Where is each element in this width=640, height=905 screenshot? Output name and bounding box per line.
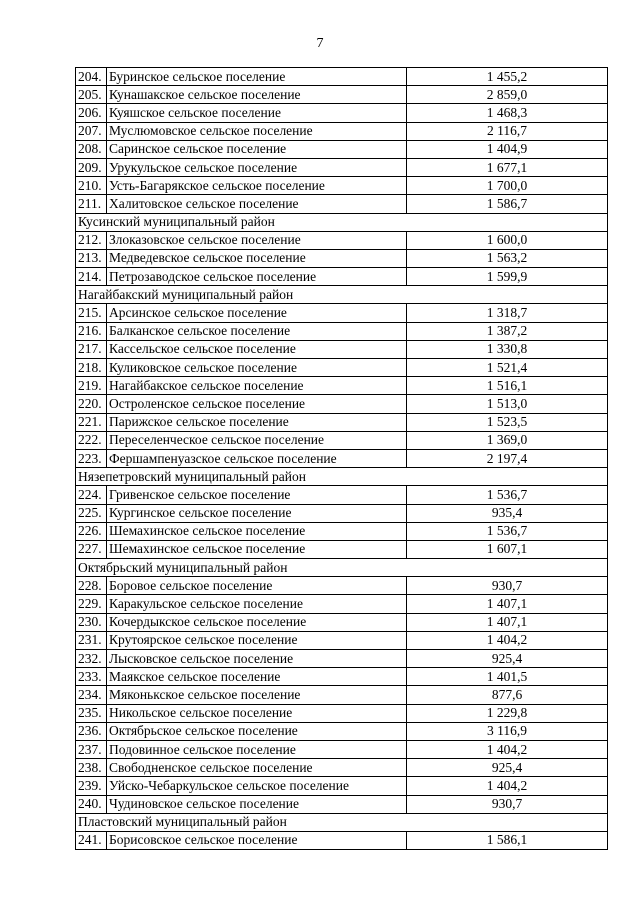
row-number: 214. xyxy=(76,268,107,286)
table-row xyxy=(76,504,608,522)
district-name: Нязепетровский муниципальный район xyxy=(76,468,608,486)
settlement-name: Злоказовское сельское поселение xyxy=(107,231,407,249)
settlement-name: Парижское сельское поселение xyxy=(107,413,407,431)
amount-value: 1 407,1 xyxy=(407,595,608,613)
table-row xyxy=(76,686,608,704)
table-row xyxy=(76,795,608,813)
table-row xyxy=(76,722,608,740)
row-number: 228. xyxy=(76,577,107,595)
table-row xyxy=(76,540,608,558)
amount-value: 1 563,2 xyxy=(407,249,608,267)
settlement-name: Арсинское сельское поселение xyxy=(107,304,407,322)
table-row xyxy=(76,104,608,122)
settlement-name: Урукульское сельское поселение xyxy=(107,158,407,176)
district-name: Пластовский муниципальный район xyxy=(76,813,608,831)
amount-value: 1 536,7 xyxy=(407,486,608,504)
amount-value: 925,4 xyxy=(407,759,608,777)
row-number: 210. xyxy=(76,177,107,195)
table-row xyxy=(76,831,608,849)
amount-value: 1 455,2 xyxy=(407,68,608,86)
amount-value: 1 586,1 xyxy=(407,831,608,849)
row-number: 212. xyxy=(76,231,107,249)
table-row xyxy=(76,322,608,340)
row-number: 204. xyxy=(76,68,107,86)
row-number: 237. xyxy=(76,740,107,758)
table-row xyxy=(76,522,608,540)
row-number: 226. xyxy=(76,522,107,540)
row-number: 218. xyxy=(76,359,107,377)
amount-value: 1 369,0 xyxy=(407,431,608,449)
table-row xyxy=(76,158,608,176)
settlement-name: Лысковское сельское поселение xyxy=(107,650,407,668)
amount-value: 1 677,1 xyxy=(407,158,608,176)
district-name: Октябрьский муниципальный район xyxy=(76,559,608,577)
settlement-name: Маякское сельское поселение xyxy=(107,668,407,686)
district-header-row xyxy=(76,286,608,304)
amount-value: 1 700,0 xyxy=(407,177,608,195)
table-row xyxy=(76,68,608,86)
table-row xyxy=(76,759,608,777)
row-number: 220. xyxy=(76,395,107,413)
table-row xyxy=(76,377,608,395)
amount-value: 935,4 xyxy=(407,504,608,522)
row-number: 206. xyxy=(76,104,107,122)
row-number: 227. xyxy=(76,540,107,558)
row-number: 205. xyxy=(76,86,107,104)
row-number: 229. xyxy=(76,595,107,613)
settlement-name: Кунашакское сельское поселение xyxy=(107,86,407,104)
row-number: 240. xyxy=(76,795,107,813)
settlement-name: Октябрьское сельское поселение xyxy=(107,722,407,740)
table-row xyxy=(76,231,608,249)
row-number: 233. xyxy=(76,668,107,686)
row-number: 241. xyxy=(76,831,107,849)
amount-value: 1 607,1 xyxy=(407,540,608,558)
district-header-row xyxy=(76,213,608,231)
amount-value: 1 318,7 xyxy=(407,304,608,322)
district-header-row xyxy=(76,468,608,486)
table-row xyxy=(76,577,608,595)
settlement-name: Медведевское сельское поселение xyxy=(107,249,407,267)
amount-value: 1 521,4 xyxy=(407,359,608,377)
amount-value: 2 859,0 xyxy=(407,86,608,104)
row-number: 215. xyxy=(76,304,107,322)
district-name: Кусинский муниципальный район xyxy=(76,213,608,231)
row-number: 213. xyxy=(76,249,107,267)
table-row xyxy=(76,340,608,358)
row-number: 238. xyxy=(76,759,107,777)
table-row xyxy=(76,177,608,195)
table-row xyxy=(76,595,608,613)
table-row xyxy=(76,704,608,722)
settlement-name: Кочердыкское сельское поселение xyxy=(107,613,407,631)
amount-value: 1 330,8 xyxy=(407,340,608,358)
table-row xyxy=(76,613,608,631)
table-row xyxy=(76,395,608,413)
settlement-name: Халитовское сельское поселение xyxy=(107,195,407,213)
amount-value: 1 401,5 xyxy=(407,668,608,686)
settlement-name: Буринское сельское поселение xyxy=(107,68,407,86)
amount-value: 1 468,3 xyxy=(407,104,608,122)
settlement-name: Нагайбакское сельское поселение xyxy=(107,377,407,395)
table-row xyxy=(76,359,608,377)
table-row xyxy=(76,740,608,758)
settlement-name: Муслюмовское сельское поселение xyxy=(107,122,407,140)
row-number: 209. xyxy=(76,158,107,176)
table-row xyxy=(76,650,608,668)
table-row xyxy=(76,668,608,686)
amount-value: 1 387,2 xyxy=(407,322,608,340)
table-row xyxy=(76,122,608,140)
row-number: 235. xyxy=(76,704,107,722)
settlement-name: Крутоярское сельское поселение xyxy=(107,631,407,649)
amount-value: 877,6 xyxy=(407,686,608,704)
row-number: 223. xyxy=(76,449,107,467)
table-row xyxy=(76,431,608,449)
settlement-name: Балканское сельское поселение xyxy=(107,322,407,340)
settlement-name: Уйско-Чебаркульское сельское поселение xyxy=(107,777,407,795)
settlement-name: Чудиновское сельское поселение xyxy=(107,795,407,813)
row-number: 208. xyxy=(76,140,107,158)
district-header-row xyxy=(76,559,608,577)
amount-value: 1 586,7 xyxy=(407,195,608,213)
amount-value: 2 116,7 xyxy=(407,122,608,140)
amount-value: 1 404,2 xyxy=(407,631,608,649)
settlement-name: Куликовское сельское поселение xyxy=(107,359,407,377)
settlement-name: Шемахинское сельское поселение xyxy=(107,540,407,558)
settlement-name: Петрозаводское сельское поселение xyxy=(107,268,407,286)
settlement-name: Кургинское сельское поселение xyxy=(107,504,407,522)
table-row xyxy=(76,413,608,431)
table-row xyxy=(76,195,608,213)
amount-value: 930,7 xyxy=(407,577,608,595)
row-number: 222. xyxy=(76,431,107,449)
row-number: 219. xyxy=(76,377,107,395)
district-name: Нагайбакский муниципальный район xyxy=(76,286,608,304)
settlement-name: Фершампенуазское сельское поселение xyxy=(107,449,407,467)
page-number: 7 xyxy=(316,36,324,51)
settlement-name: Гривенское сельское поселение xyxy=(107,486,407,504)
table-row xyxy=(76,304,608,322)
table-row xyxy=(76,486,608,504)
settlement-name: Шемахинское сельское поселение xyxy=(107,522,407,540)
row-number: 231. xyxy=(76,631,107,649)
row-number: 224. xyxy=(76,486,107,504)
table-row xyxy=(76,777,608,795)
table-row xyxy=(76,86,608,104)
amount-value: 3 116,9 xyxy=(407,722,608,740)
row-number: 217. xyxy=(76,340,107,358)
amount-value: 1 516,1 xyxy=(407,377,608,395)
amount-value: 2 197,4 xyxy=(407,449,608,467)
row-number: 232. xyxy=(76,650,107,668)
row-number: 211. xyxy=(76,195,107,213)
amount-value: 1 404,2 xyxy=(407,740,608,758)
settlement-name: Каракульское сельское поселение xyxy=(107,595,407,613)
amount-value: 1 536,7 xyxy=(407,522,608,540)
amount-value: 1 513,0 xyxy=(407,395,608,413)
settlement-name: Переселенческое сельское поселение xyxy=(107,431,407,449)
settlement-name: Усть-Багарякское сельское поселение xyxy=(107,177,407,195)
row-number: 239. xyxy=(76,777,107,795)
settlement-name: Мяконькское сельское поселение xyxy=(107,686,407,704)
settlement-name: Борисовское сельское поселение xyxy=(107,831,407,849)
row-number: 225. xyxy=(76,504,107,522)
settlement-name: Остроленское сельское поселение xyxy=(107,395,407,413)
amount-value: 1 229,8 xyxy=(407,704,608,722)
row-number: 230. xyxy=(76,613,107,631)
amount-value: 1 404,9 xyxy=(407,140,608,158)
amount-value: 1 600,0 xyxy=(407,231,608,249)
settlement-name: Свободненское сельское поселение xyxy=(107,759,407,777)
table-row xyxy=(76,249,608,267)
row-number: 234. xyxy=(76,686,107,704)
table-row xyxy=(76,449,608,467)
row-number: 236. xyxy=(76,722,107,740)
district-header-row xyxy=(76,813,608,831)
amount-value: 1 599,9 xyxy=(407,268,608,286)
table-row xyxy=(76,631,608,649)
amount-value: 1 407,1 xyxy=(407,613,608,631)
table-row xyxy=(76,268,608,286)
row-number: 221. xyxy=(76,413,107,431)
settlement-name: Кассельское сельское поселение xyxy=(107,340,407,358)
amount-value: 1 404,2 xyxy=(407,777,608,795)
settlement-name: Никольское сельское поселение xyxy=(107,704,407,722)
settlement-name: Подовинное сельское поселение xyxy=(107,740,407,758)
amount-value: 925,4 xyxy=(407,650,608,668)
settlement-name: Куяшское сельское поселение xyxy=(107,104,407,122)
settlement-name: Боровое сельское поселение xyxy=(107,577,407,595)
row-number: 207. xyxy=(76,122,107,140)
settlement-name: Саринское сельское поселение xyxy=(107,140,407,158)
row-number: 216. xyxy=(76,322,107,340)
amount-value: 1 523,5 xyxy=(407,413,608,431)
table-body xyxy=(76,68,608,850)
settlement-table xyxy=(75,67,608,850)
table-row xyxy=(76,140,608,158)
amount-value: 930,7 xyxy=(407,795,608,813)
